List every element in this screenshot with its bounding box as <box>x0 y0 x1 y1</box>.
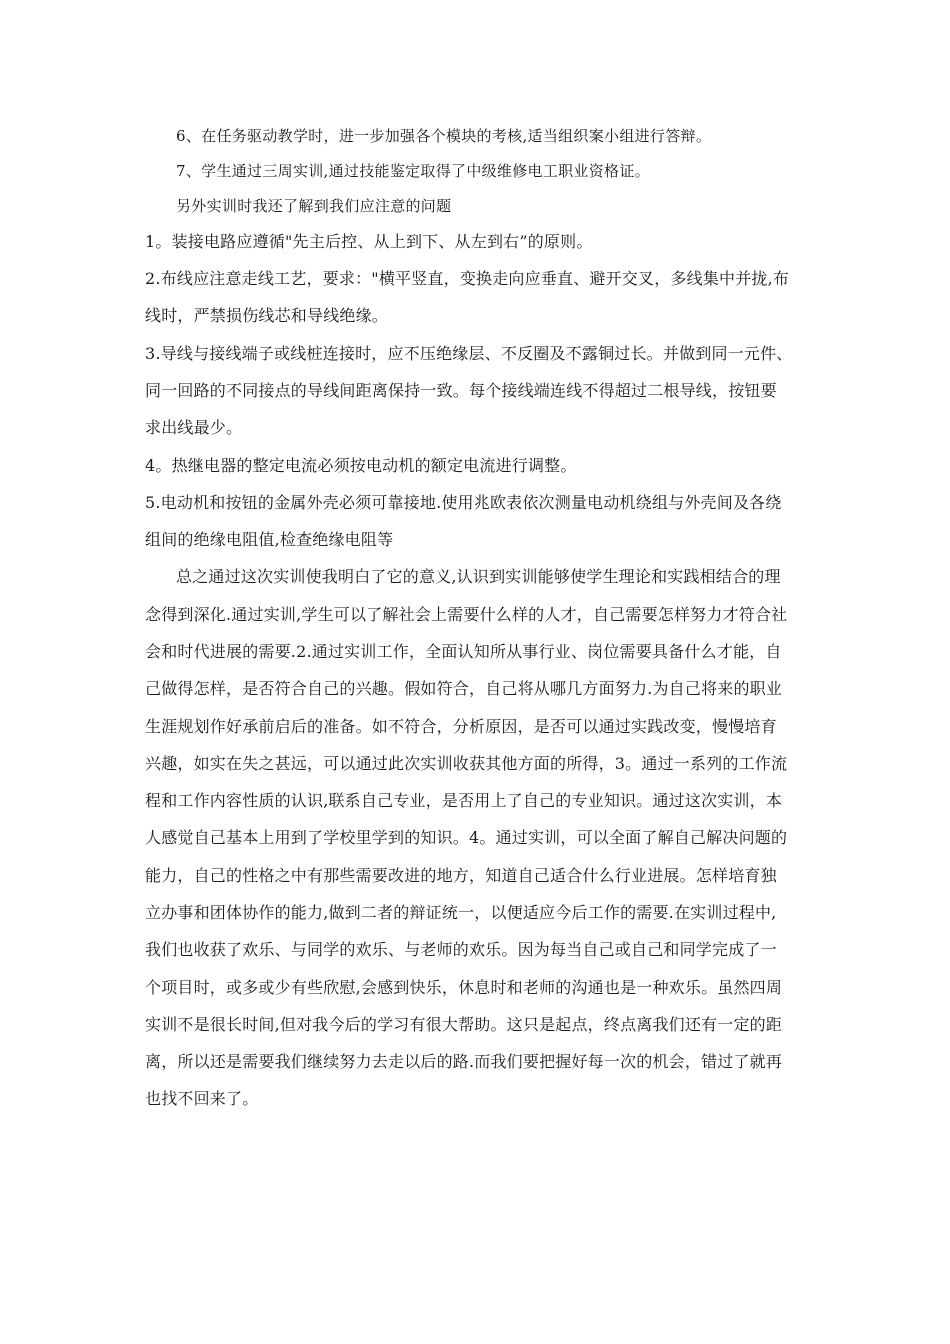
text-line: 同一回路的不同接点的导线间距离保持一致。每个接线端连线不得超过二根导线，按钮要 <box>145 381 777 400</box>
text-line: 线时，严禁损伤线芯和导线绝缘。 <box>145 306 389 325</box>
text-line: 立办事和团体协作的能力,做到二者的辩证统一，以便适应今后工作的需要.在实训过程中, <box>145 903 777 922</box>
text-line: 1。装接电路应遵循"先主后控、从上到下、从左到右”的原则。 <box>145 232 593 251</box>
text-line: 我们也收获了欢乐、与同学的欢乐、与老师的欢乐。因为每当自己或自己和同学完成了一 <box>145 940 777 959</box>
text-line: 5.电动机和按钮的金属外壳必须可靠接地.使用兆欧表依次测量电动机绕组与外壳间及各绕 <box>145 493 782 512</box>
text-line: 会和时代进展的需要.2.通过实训工作，全面认知所从事行业、岗位需要具备什么才能，自 <box>145 642 782 661</box>
text-line: 也找不回来了。 <box>145 1089 259 1108</box>
text-line: 念得到深化.通过实训,学生可以了解社会上需要什么样的人才，自己需要怎样努力才符合社 <box>145 605 788 624</box>
text-line: 能力，自己的性格之中有那些需要改进的地方，知道自己适合什么行业进展。怎样培育独 <box>145 866 777 885</box>
text-line: 离，所以还是需要我们继续努力去走以后的路.而我们要把握好每一次的机会，错过了就再 <box>145 1052 783 1071</box>
text-line: 人感觉自己基本上用到了学校里学到的知识。4。通过实训，可以全面了解自己解决问题的 <box>145 828 788 847</box>
text-line: 个项目时，或多或少有些欣慰,会感到快乐，休息时和老师的沟通也是一种欢乐。虽然四周 <box>145 978 783 997</box>
text-line: 生涯规划作好承前启后的准备。如不符合，分析原因，是否可以通过实践改变，慢慢培育 <box>145 717 777 736</box>
text-line: 6、在任务驱动教学时，进一步加强各个模块的考核,适当组织案小组进行答辩。 <box>176 127 712 145</box>
text-line: 求出线最少。 <box>145 418 243 437</box>
text-line: 己做得怎样，是否符合自己的兴趣。假如符合，自己将从哪几方面努力.为自己将来的职业 <box>145 679 783 698</box>
text-line: 另外实训时我还了解到我们应注意的问题 <box>176 197 452 215</box>
text-line: 程和工作内容性质的认识,联系自己专业，是否用上了自己的专业知识。通过这次实训，本 <box>145 791 783 810</box>
text-line: 组间的绝缘电阻值,检查绝缘电阻等 <box>145 530 394 549</box>
text-line: 2.布线应注意走线工艺，要求："横平竖直，变换走向应垂直、避开交叉，多线集中并拢,布 <box>145 269 790 288</box>
text-line: 7、学生通过三周实训,通过技能鉴定取得了中级维修电工职业资格证。 <box>176 162 650 180</box>
text-line: 3.导线与接线端子或线桩连接时，应不压绝缘层、不反圈及不露铜过长。并做到同一元件、 <box>145 344 793 363</box>
text-line: 兴趣，如实在失之甚远，可以通过此次实训收获其他方面的所得，3。通过一系列的工作流 <box>145 754 788 773</box>
text-line: 4。热继电器的整定电流必须按电动机的额定电流进行调整。 <box>145 456 577 475</box>
text-line: 实训不是很长时间,但对我今后的学习有很大帮助。这只是起点，终点离我们还有一定的距 <box>145 1015 783 1034</box>
text-line: 总之通过这次实训使我明白了它的意义,认识到实训能够使学生理论和实践相结合的理 <box>176 567 781 586</box>
